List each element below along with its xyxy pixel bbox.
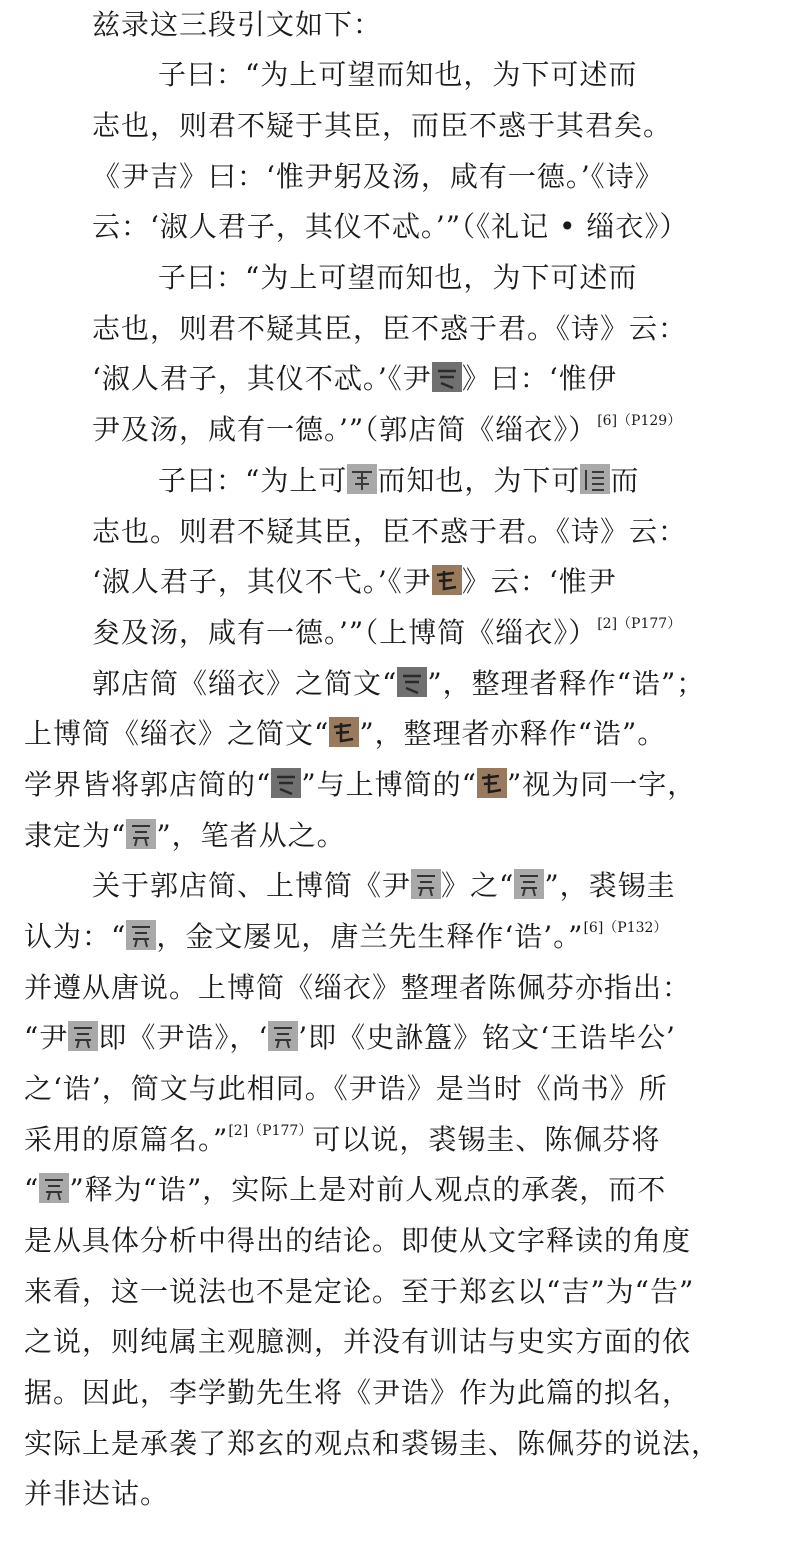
text-line: 兹录这三段引文如下： xyxy=(92,8,383,41)
guodian-gao-glyph xyxy=(432,362,462,392)
guodian-gao-glyph xyxy=(397,667,427,697)
shangbo-gao-glyph xyxy=(477,768,507,798)
text-line: “尹 即《尹诰》，‘ ’即《史䛙簋》铭文‘王诰毕公’ xyxy=(24,1021,676,1054)
shangbo-shu-glyph xyxy=(580,464,610,494)
text-line: 据。因此，李学勤先生将《尹诰》作为此篇的拟名， xyxy=(24,1376,692,1409)
quote-line: 尹及汤，咸有一德。’”（郭店简《缁衣》）$^{[6](P129)}$ xyxy=(92,413,682,446)
guodian-gao-glyph xyxy=(271,768,301,798)
text-line: 之‘诰’，简文与此相同。《尹诰》是当时《尚书》所 xyxy=(24,1072,668,1105)
citation: [6]（P132） xyxy=(583,920,668,936)
text-line: 郭店简《缁衣》之简文“ ”，整理者释作“诰”； xyxy=(92,667,706,700)
transcribed-gao-glyph xyxy=(39,1173,69,1203)
transcribed-gao-glyph xyxy=(411,869,441,899)
transcribed-gao-glyph xyxy=(268,1021,298,1051)
quote-line: 志也，则君不疑其臣，臣不惑于君。《诗》云： xyxy=(92,312,688,345)
text-line: “ ”释为“诰”，实际上是对前人观点的承袭，而不 xyxy=(24,1173,667,1206)
text-line: 来看，这一说法也不是定论。至于郑玄以“吉”为“告” xyxy=(24,1275,695,1308)
transcribed-gao-glyph xyxy=(126,920,156,950)
text-line: 是从具体分析中得出的结论。即使从文字释读的角度 xyxy=(24,1224,692,1257)
text-line: 上博简《缁衣》之简文“ ”，整理者亦释作“诰”。 xyxy=(24,717,667,750)
shangbo-gao-glyph xyxy=(432,565,462,595)
citation: [2]（P177） xyxy=(228,1123,313,1139)
shangbo-wang-glyph xyxy=(347,464,377,494)
quote-line: ‘淑人君子，其仪不弋。’《尹 》云：‘惟尹 xyxy=(92,565,617,598)
text-line: 并非达诂。 xyxy=(24,1477,170,1510)
transcribed-gao-glyph xyxy=(68,1021,98,1051)
quote-line: 夋及汤，咸有一德。’”（上博简《缁衣》）$^{[2](P177)}$ xyxy=(92,616,682,649)
text-line: 并遵从唐说。上博简《缁衣》整理者陈佩芬亦指出： xyxy=(24,971,692,1004)
quote-line: 《尹吉》曰：‘惟尹躬及汤，咸有一德。’《诗》 xyxy=(92,160,664,193)
text-line: 采用的原篇名。”$^{[2](P177)}$可以说，裘锡圭、陈佩芬将 xyxy=(24,1123,661,1156)
quote-line: 子曰：“为上可 而知也，为下可 而 xyxy=(158,464,640,497)
citation: [6]（P129） xyxy=(597,413,682,429)
quote-line: 子曰：“为上可望而知也，为下可述而 xyxy=(158,261,638,294)
quote-line: 云：‘淑人君子，其仪不忒。’”（《礼记 • 缁衣》） xyxy=(92,210,689,243)
quote-line: ‘淑人君子，其仪不忒。’《尹 》曰：‘惟伊 xyxy=(92,362,617,395)
transcribed-gao-glyph xyxy=(126,819,156,849)
transcribed-gao-glyph xyxy=(514,869,544,899)
quote-line: 志也，则君不疑于其臣，而臣不惑于其君矣。 xyxy=(92,109,673,142)
text-line: 认为：“ ，金文屡见，唐兰先生释作‘诰’。”$^{[6](P132)}$ xyxy=(24,920,668,953)
text-line: 实际上是承袭了郑玄的观点和裘锡圭、陈佩芬的说法， xyxy=(24,1427,721,1460)
quote-line: 子曰：“为上可望而知也，为下可述而 xyxy=(158,58,638,91)
text-line: 隶定为“ ”，笔者从之。 xyxy=(24,819,346,852)
citation: [2]（P177） xyxy=(597,616,682,632)
text-line: 之说，则纯属主观臆测，并没有训诂与史实方面的依 xyxy=(24,1325,692,1358)
quote-line: 志也。则君不疑其臣，臣不惑于君。《诗》云： xyxy=(92,515,688,548)
text-line: 学界皆将郭店简的“ ”与上博简的“ ”视为同一字， xyxy=(24,768,697,801)
text-line: 关于郭店简、上博简《尹 》之“ ”，裘锡圭 xyxy=(92,869,676,902)
shangbo-gao-glyph xyxy=(329,717,359,747)
